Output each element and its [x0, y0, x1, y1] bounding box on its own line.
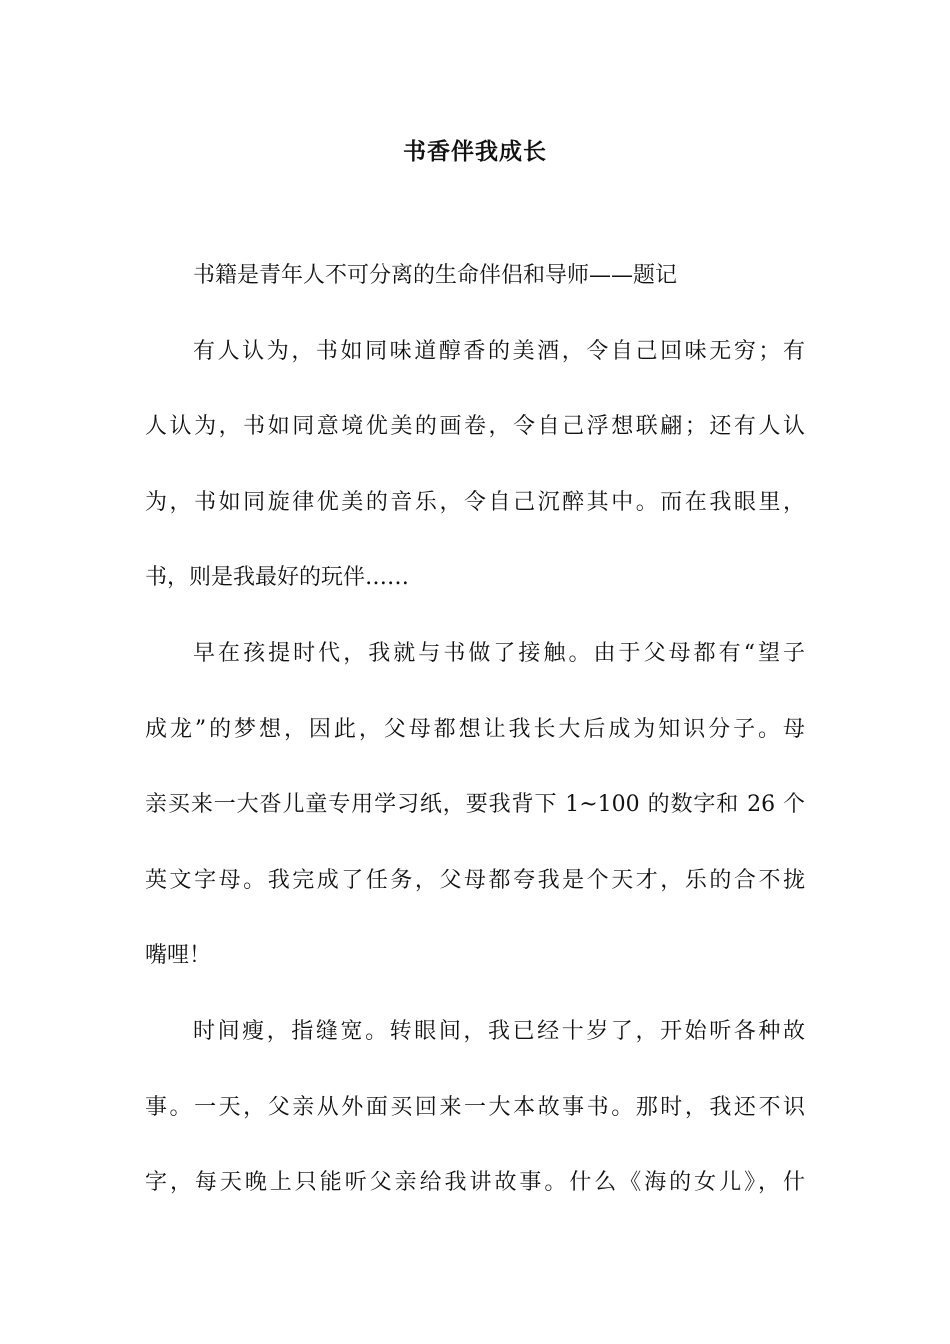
- paragraph-line: 早在孩提时代，我就与书做了接触。由于父母都有“望子: [193, 640, 805, 666]
- paragraph-line: 人认为，书如同意境优美的画卷，令自己浮想联翩；还有人认: [145, 414, 805, 440]
- paragraph-line: 有人认为，书如同味道醇香的美酒，令自己回味无穷；有: [193, 338, 805, 364]
- paragraph-line: 英文字母。我完成了任务，父母都夸我是个天才，乐的合不拢: [145, 867, 805, 893]
- paragraph-line: 字，每天晚上只能听父亲给我讲故事。什么《海的女儿》，什: [145, 1170, 805, 1196]
- paragraph-line: 书，则是我最好的玩伴……: [145, 565, 410, 591]
- epigraph-line: 书籍是青年人不可分离的生命伴侣和导师——题记: [193, 263, 678, 288]
- paragraph-line: 成龙”的梦想，因此，父母都想让我长大后成为知识分子。母: [145, 716, 805, 742]
- document-title: 书香伴我成长: [403, 138, 547, 165]
- paragraph-line: 时间瘦，指缝宽。转眼间，我已经十岁了，开始听各种故: [193, 1018, 805, 1044]
- document-body: [145, 258, 805, 1241]
- paragraph-line: 亲买来一大沓儿童专用学习纸，要我背下 1~100 的数字和 26 个: [145, 792, 805, 818]
- paragraph-line: 事。一天，父亲从外面买回来一大本故事书。那时，我还不识: [145, 1094, 805, 1120]
- paragraph-line: 嘴哩！: [145, 943, 212, 969]
- paragraph-line: 为，书如同旋律优美的音乐，令自己沉醉其中。而在我眼里，: [145, 489, 805, 515]
